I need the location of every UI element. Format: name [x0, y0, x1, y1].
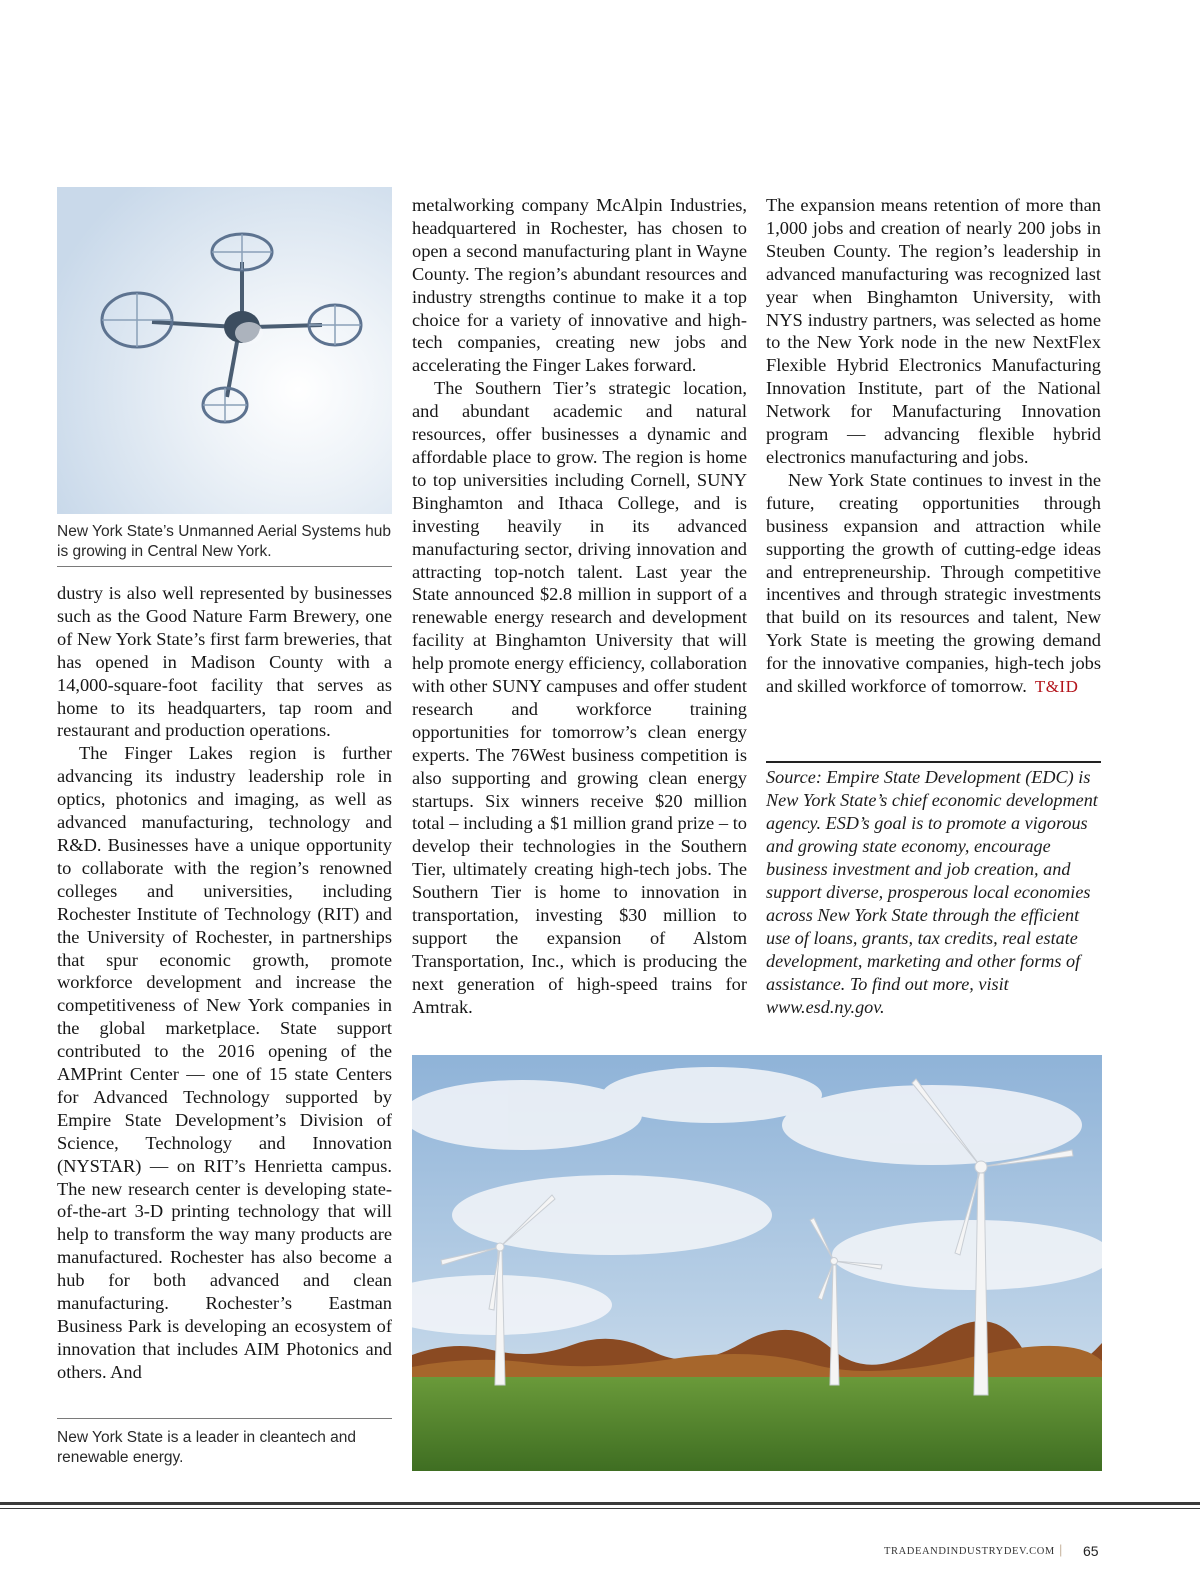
- drone-photo-caption: New York State’s Unmanned Aerial Systems hub is growing in Central New York.: [57, 523, 392, 560]
- wind-turbines-photo: [412, 1055, 1102, 1471]
- source-note: Source: Empire State Development (EDC) is New York State’s chief economic development agency. ESD’s goal is to promote a vigorous and growing state economy, encourage business investment and job creation, and support diverse, prosperous local economies across New York State through the efficient use of loans, grants, tax credits, real estate development, marketing and other forms of assistance. To find out more, visit www.esd.ny.gov.: [766, 767, 1098, 1017]
- article-end-signature: T&ID: [1034, 677, 1079, 697]
- column-2-paragraph-1: metalworking company McAlpin Industries, headquartered in Rochester, has chosen to open a second manufacturing plant in Wayne County. The region’s abundant resources and industry strengths continue to make it a top choice for a variety of innovative and high-tech companies, creating new jobs and accelerating the Finger Lakes forward.: [412, 195, 747, 376]
- footer-website: TRADEANDINDUSTRYDEV.COM: [884, 1546, 1055, 1557]
- column-3-paragraph-1: The expansion means retention of more than 1,000 jobs and creation of nearly 200 jobs in Steuben County. The region’s leadership in advanced manufacturing was recognized last year when Binghamton University, with NYS industry partners, was selected as home to the New York node in the new NextFlex Flexible Hybrid Electronics Manufacturing Innovation Institute, part of the National Network for Manufacturing Innovation program — advancing flexible hybrid electronics manufacturing and jobs.: [766, 195, 1101, 467]
- column-1-paragraph-1: dustry is also well represented by businesses such as the Good Nature Farm Brewery, one of New York State’s first farm breweries, that has opened in Madison County with a 14,000-square-foot facility that serves as home to its headquarters, tap room and restaurant and production operations.: [57, 583, 392, 741]
- wind-turbine-icon: [412, 1055, 1102, 1471]
- footer-rule-thick: [0, 1502, 1200, 1505]
- column-1: [57, 582, 392, 1384]
- caption-divider: [57, 566, 392, 567]
- page-number: 65: [1083, 1543, 1099, 1559]
- drone-photo: [57, 187, 392, 514]
- column-3: [766, 194, 1101, 699]
- column-2: [412, 194, 747, 1019]
- column-3-paragraph-2: New York State continues to invest in the future, creating opportunities through business expansion and attraction while supporting the growth of cutting-edge ideas and entrepreneurship. Through competitive incentives and through strategic investments that build on its resources and talent, New York State is meeting the growing demand for the innovative companies, high-tech jobs and skilled workforce of tomorrow.: [766, 469, 1101, 697]
- footer-separator: |: [1059, 1542, 1063, 1557]
- footer-rule-thin: [0, 1508, 1200, 1509]
- column-1-paragraph-2: The Finger Lakes region is further advancing its industry leadership role in optics, photonics and imaging, as well as advanced manufacturing, technology and R&D. Businesses have a unique opportunity to collaborate with the region’s renowned colleges and universities, including Rochester Institute of Technology (RIT) and the University of Rochester, in partnerships that spur economic growth, promote workforce development and increase the competitiveness of New York companies in the global marketplace. State support contributed to the 2016 opening of the AMPrint Center — one of 15 state Centers for Advanced Technology supported by Empire State Development’s Division of Science, Technology and Innovation (NYSTAR) — on RIT’s Henrietta campus. The new research center is developing state-of-the-art 3-D printing technology that will help to transform the way many products are manufactured. Rochester has also become a hub for both advanced and clean manufacturing. Rochester’s Eastman Business Park is developing an ecosystem of innovation that includes AIM Photonics and others. And: [57, 743, 392, 1382]
- turbines-photo-caption: New York State is a leader in cleantech and renewable energy.: [57, 1429, 356, 1466]
- drone-icon: [57, 187, 392, 514]
- column-2-paragraph-2: The Southern Tier’s strategic location, and abundant academic and natural resources, offer businesses a dynamic and affordable place to grow. The region is home to top universities including Cornell, SUNY Binghamton and Ithaca College, and is investing heavily in its advanced manufacturing sector, driving innovation and attracting top-notch talent. Last year the State announced $2.8 million in support of a renewable energy research and development facility at Binghamton University that will help promote energy efficiency, collaboration with other SUNY campuses and offer student research and workforce training opportunities for tomorrow’s clean energy experts. The 76West business competition is also supporting and growing clean energy startups. Six winners receive $20 million total – including a $1 million grand prize – to develop their technologies in the Southern Tier, ultimately creating high-tech jobs. The Southern Tier is home to innovation in transportation, investing $30 million to support the expansion of Alstom Transportation, Inc., which is producing the next generation of high-speed trains for Amtrak.: [412, 378, 747, 1017]
- turbines-caption-divider: [57, 1418, 392, 1419]
- source-divider: [766, 761, 1101, 763]
